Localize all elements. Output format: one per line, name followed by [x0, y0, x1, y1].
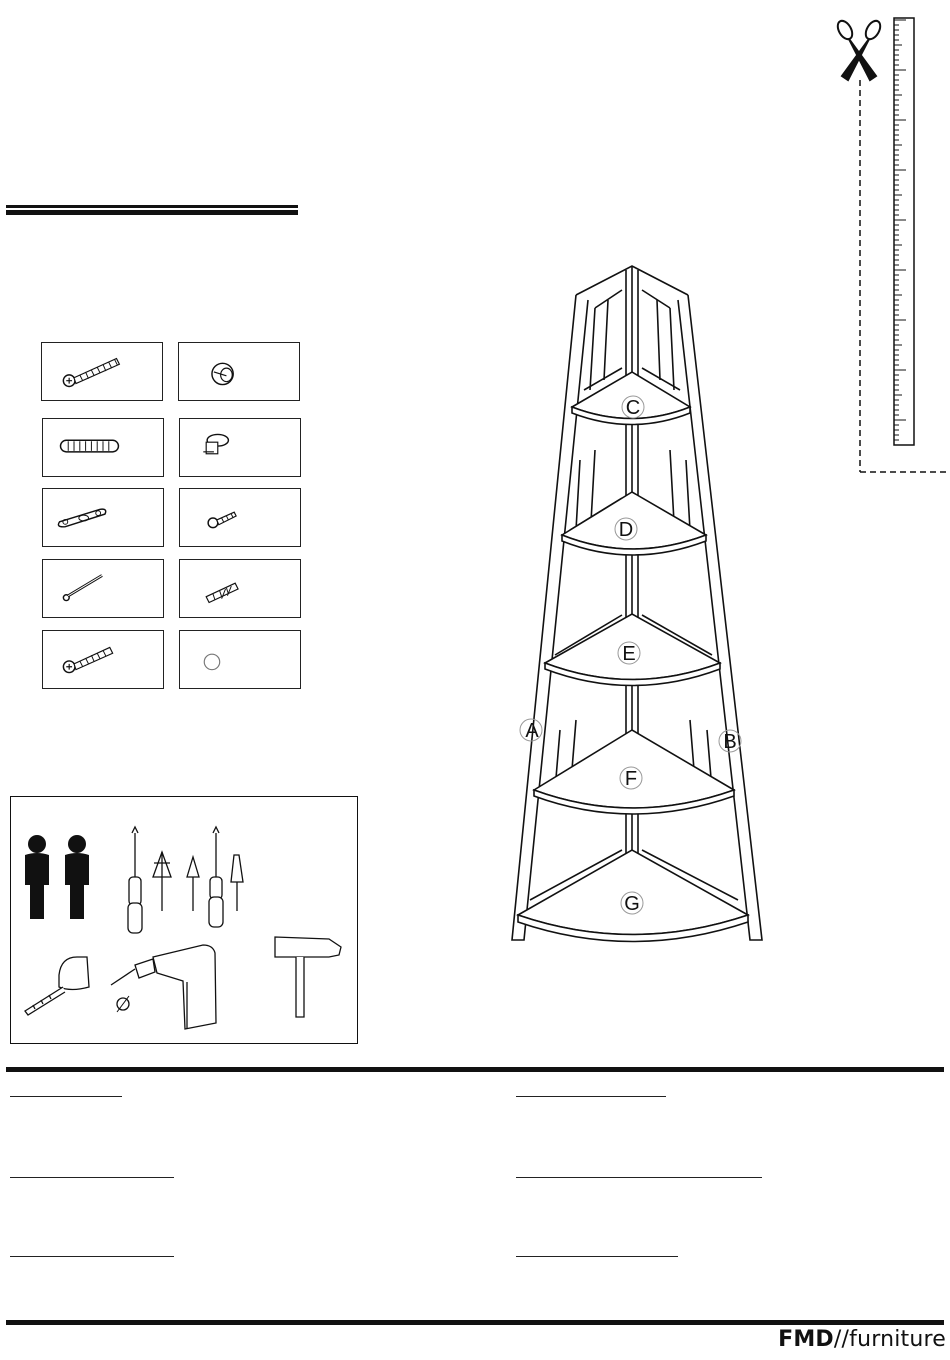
hardware-item-long-screw [41, 342, 163, 401]
wall-plug-icon [180, 560, 300, 617]
part-label-f: F [624, 768, 638, 790]
part-label-e: E [622, 643, 636, 665]
nail-icon [43, 560, 163, 617]
hardware-item-cam-lock [178, 342, 300, 401]
phillips-screwdriver-icon [128, 827, 142, 933]
side-frame-a [512, 295, 588, 940]
scissors-icon [835, 18, 883, 80]
hardware-item-cover-cap [179, 630, 301, 689]
brand-name-rest: //furniture [833, 1327, 946, 1352]
label-line [10, 1096, 122, 1097]
side-frame-b [678, 295, 762, 940]
label-line [516, 1096, 666, 1097]
part-label-b: B [723, 731, 737, 753]
label-line [10, 1256, 174, 1257]
tape-measure-icon [25, 957, 89, 1015]
hammer-icon [275, 937, 341, 1017]
part-label-a: A [525, 720, 539, 742]
medium-screw-icon [43, 631, 163, 688]
cam-lock-icon [179, 343, 299, 400]
ruler-icon [894, 18, 914, 445]
long-screw-icon [42, 343, 162, 400]
brand-name-bold: FMD [778, 1327, 834, 1352]
screwdriver-bits-icon [153, 852, 243, 911]
section-rule [6, 1067, 944, 1072]
hardware-item-wall-plug [179, 559, 301, 618]
cover-cap-icon [180, 631, 300, 688]
hardware-item-nail [42, 559, 164, 618]
title-rule [6, 205, 298, 217]
part-label-d: D [618, 519, 634, 541]
label-line [516, 1256, 678, 1257]
power-drill-icon [111, 945, 216, 1029]
hardware-item-medium-screw [42, 630, 164, 689]
hardware-item-wooden-dowel [42, 418, 164, 477]
part-label-c: C [625, 397, 641, 419]
cam-bolt-icon [180, 419, 300, 476]
cut-guide [830, 10, 948, 490]
wooden-dowel-icon [43, 419, 163, 476]
label-line [516, 1177, 762, 1178]
flat-screwdriver-icon [209, 827, 223, 927]
two-persons-icon [25, 835, 89, 919]
wall-bracket-icon [43, 489, 163, 546]
hardware-item-cam-bolt [179, 418, 301, 477]
hardware-item-wall-bracket [42, 488, 164, 547]
shelf-d [562, 492, 706, 549]
short-screw-icon [180, 489, 300, 546]
tools-box [10, 796, 358, 1044]
footer-rule [6, 1320, 944, 1325]
brand-logo [778, 1327, 946, 1352]
hardware-item-short-screw [179, 488, 301, 547]
shelf-illustration [500, 260, 780, 960]
part-label-g: G [624, 893, 640, 915]
label-line [10, 1177, 174, 1178]
